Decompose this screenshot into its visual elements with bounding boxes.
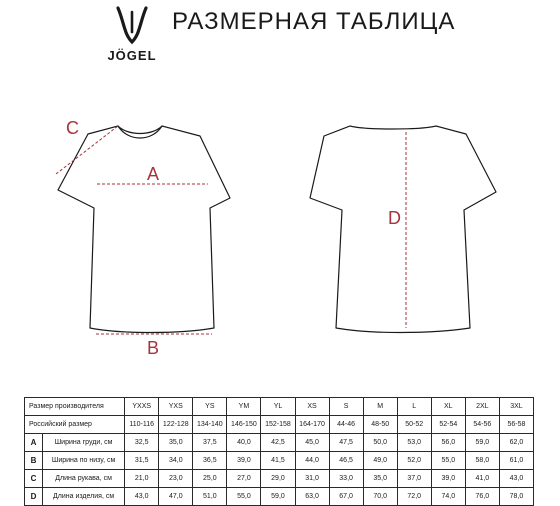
tshirt-diagrams <box>0 70 560 380</box>
size-table-body <box>25 398 534 506</box>
russian-size-cell: 54-56 <box>465 416 499 434</box>
measure-code: D <box>25 488 43 506</box>
table-russian-size-row <box>25 416 534 434</box>
measure-value: 61,0 <box>499 452 533 470</box>
measure-value: 27,0 <box>227 470 261 488</box>
measure-value: 62,0 <box>499 434 533 452</box>
table-row <box>25 488 534 506</box>
measure-value: 44,0 <box>295 452 329 470</box>
russian-size-cell: 52-54 <box>431 416 465 434</box>
measure-value: 67,0 <box>329 488 363 506</box>
measure-value: 76,0 <box>465 488 499 506</box>
measure-value: 36,5 <box>193 452 227 470</box>
russian-size-cell: 122-128 <box>159 416 193 434</box>
size-table <box>24 397 534 506</box>
measure-value: 23,0 <box>159 470 193 488</box>
measure-label: Длина изделия, см <box>43 488 125 506</box>
measure-label: Ширина груди, см <box>43 434 125 452</box>
measure-value: 33,0 <box>329 470 363 488</box>
size-header-cell: M <box>363 398 397 416</box>
size-header-cell: YXXS <box>125 398 159 416</box>
measure-value: 31,0 <box>295 470 329 488</box>
back-shirt-outline <box>310 126 496 333</box>
measure-value: 55,0 <box>431 452 465 470</box>
measure-label: Ширина по низу, см <box>43 452 125 470</box>
measure-value: 25,0 <box>193 470 227 488</box>
measure-value: 21,0 <box>125 470 159 488</box>
measure-value: 46,5 <box>329 452 363 470</box>
size-header-cell: XS <box>295 398 329 416</box>
measure-value: 42,5 <box>261 434 295 452</box>
size-header-cell: YM <box>227 398 261 416</box>
russian-size-cell: 44-46 <box>329 416 363 434</box>
measure-value: 39,0 <box>227 452 261 470</box>
brand-name: JÖGEL <box>107 48 157 63</box>
measure-c-label: C <box>66 118 79 138</box>
measure-value: 55,0 <box>227 488 261 506</box>
measure-b-label: B <box>147 338 160 358</box>
russian-size-cell: 110-116 <box>125 416 159 434</box>
measure-value: 35,0 <box>159 434 193 452</box>
russian-size-cell: 48-50 <box>363 416 397 434</box>
measure-value: 74,0 <box>431 488 465 506</box>
measure-value: 31,5 <box>125 452 159 470</box>
jogel-logo-icon <box>114 6 150 46</box>
russian-size-cell: 50-52 <box>397 416 431 434</box>
measure-value: 52,0 <box>397 452 431 470</box>
measure-value: 43,0 <box>125 488 159 506</box>
measure-code: B <box>25 452 43 470</box>
table-row <box>25 452 534 470</box>
size-header-cell: S <box>329 398 363 416</box>
russian-size-cell: 152-158 <box>261 416 295 434</box>
brand-logo <box>100 6 164 62</box>
measure-value: 53,0 <box>397 434 431 452</box>
measure-value: 58,0 <box>465 452 499 470</box>
measure-value: 35,0 <box>363 470 397 488</box>
table-row <box>25 434 534 452</box>
measure-value: 56,0 <box>431 434 465 452</box>
measure-value: 70,0 <box>363 488 397 506</box>
russian-size-cell: 56-58 <box>499 416 533 434</box>
tshirt-measurement-diagram <box>0 70 560 380</box>
measure-d-label: D <box>388 208 401 228</box>
measure-value: 51,0 <box>193 488 227 506</box>
measure-a-label: A <box>147 164 160 184</box>
measure-value: 47,0 <box>159 488 193 506</box>
measure-value: 39,0 <box>431 470 465 488</box>
measure-code: A <box>25 434 43 452</box>
size-header-cell: XL <box>431 398 465 416</box>
measure-value: 34,0 <box>159 452 193 470</box>
measure-value: 40,0 <box>227 434 261 452</box>
table-header-row <box>25 398 534 416</box>
measure-value: 59,0 <box>261 488 295 506</box>
measure-value: 47,5 <box>329 434 363 452</box>
measure-value: 50,0 <box>363 434 397 452</box>
russian-size-cell: 134-140 <box>193 416 227 434</box>
measure-value: 63,0 <box>295 488 329 506</box>
size-header-cell: YS <box>193 398 227 416</box>
russian-size-cell: 146-150 <box>227 416 261 434</box>
measure-code: C <box>25 470 43 488</box>
measure-value: 78,0 <box>499 488 533 506</box>
size-header-cell: L <box>397 398 431 416</box>
measure-value: 72,0 <box>397 488 431 506</box>
measure-value: 45,0 <box>295 434 329 452</box>
size-header-cell: 2XL <box>465 398 499 416</box>
size-header-cell: YL <box>261 398 295 416</box>
table-row <box>25 470 534 488</box>
front-shirt-outline <box>58 126 230 333</box>
measure-value: 59,0 <box>465 434 499 452</box>
measure-label: Длина рукава, см <box>43 470 125 488</box>
header <box>0 0 560 70</box>
measure-value: 29,0 <box>261 470 295 488</box>
size-header-cell: YXS <box>159 398 193 416</box>
measure-value: 41,5 <box>261 452 295 470</box>
measure-value: 37,5 <box>193 434 227 452</box>
size-header-cell: 3XL <box>499 398 533 416</box>
measure-value: 41,0 <box>465 470 499 488</box>
manufacturer-size-label: Размер производителя <box>25 398 125 416</box>
russian-size-label: Российский размер <box>25 416 125 434</box>
measure-value: 32,5 <box>125 434 159 452</box>
measure-value: 49,0 <box>363 452 397 470</box>
measure-value: 43,0 <box>499 470 533 488</box>
page-title: РАЗМЕРНАЯ ТАБЛИЦА <box>172 8 456 35</box>
russian-size-cell: 164-170 <box>295 416 329 434</box>
measure-value: 37,0 <box>397 470 431 488</box>
